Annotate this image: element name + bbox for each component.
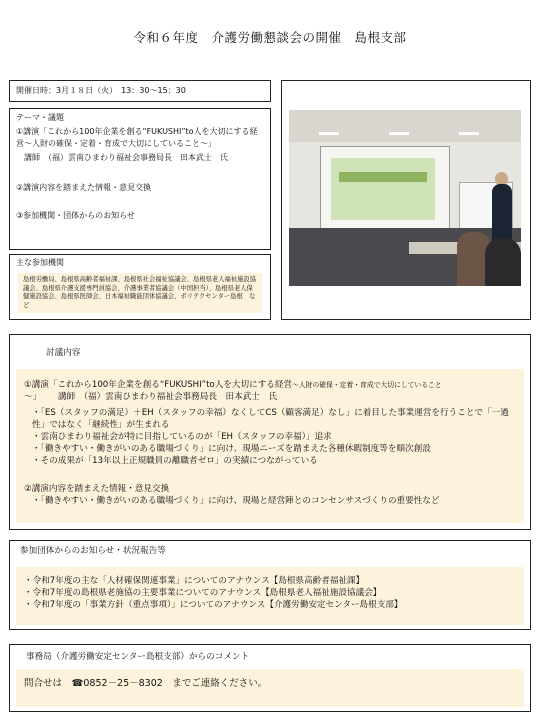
notices-box	[9, 540, 531, 630]
theme-speaker: 講師 （福）雲南ひまわり福祉会事務局長 田本武士 氏	[24, 153, 228, 162]
event-date: 開催日時：3月１８日（火） 13：30〜15：30	[16, 86, 186, 95]
discussion-lecture: ①講演「これから100年企業を創る“FUKUSHI”to人を大切にする経営	[24, 380, 293, 390]
notice-item: ・令和7年度の「事業方針（重点事項）」についてのアナウンス【介護労働安定センター島根支部】	[24, 600, 403, 610]
discussion-box	[9, 334, 531, 530]
participants-box	[9, 254, 271, 320]
theme-heading: テーマ・議題	[16, 113, 64, 122]
discussion-lecture-end: 〜」	[24, 392, 42, 402]
office-box	[9, 644, 531, 712]
page-title: 令和６年度 介護労働懇談会の開催 島根支部	[133, 30, 407, 45]
contact-prefix: 問合せは	[24, 678, 72, 689]
theme-box	[9, 108, 271, 250]
discussion-point-leave: ・「働きやすい・働きがいのある職場づくり」に向け、現場ニーズを踏まえた各種休暇制度等を順次創設	[32, 444, 431, 454]
date-box	[9, 80, 271, 102]
participants-list: 島根労働局、島根県高齢者福祉課、島根県社会福祉協議会、島根県老人福祉施設協議会、島根県介護支援専門員協会、介護事業者協議会（中国担当）、島根県老人保健施設協会、島根県医師会、日本福祉職能団体協議会、ポリテクセンター島根 など	[18, 273, 262, 313]
phone-icon: ☎	[71, 678, 84, 689]
discussion-point-result: ・その成果が「13年以上正規職員の離職者ゼロ」の実績につながっている	[32, 456, 318, 466]
discussion-point-es: ・「ES（スタッフの満足）＋EH（スタッフの幸福）なくしてCS（顧客満足）なし」に着目した事業運営を行うことで「一過性」ではなく「継続性」が生まれる	[32, 408, 509, 430]
discussion-lecture-subtitle: 〜人財の確保・定着・育成で大切にしていること	[292, 381, 442, 389]
notice-item: ・令和7年度の主な「人材確保関連事業」についてのアナウンス【島根県高齢者福祉課】	[24, 576, 365, 586]
contact-phone: 0852－25－8302 までご連絡ください。	[83, 678, 268, 689]
theme-item-notices: ③参加機関・団体からのお知らせ	[16, 211, 135, 220]
notices-content	[16, 567, 524, 625]
discussion-point-eh: ・雲南ひまわり福祉会が特に目指しているのが「EH（スタッフの幸福）」追求	[32, 432, 332, 442]
event-photo	[289, 110, 521, 286]
notice-item: ・令和7年度の島根県老施協の主要事業についてのアナウンス【島根県老人福祉施設協議会】	[24, 588, 382, 598]
discussion-speaker: 講師 （福）雲南ひまわり福祉会事務局長 田本武士 氏	[57, 392, 278, 402]
office-heading: 事務局（介護労働安定センター島根支部）からのコメント	[26, 652, 250, 662]
participants-heading: 主な参加機関	[16, 258, 64, 267]
theme-item-lecture: ①講演「これから100年企業を創る“FUKUSHI”to人を大切にする経営〜人財の確保・定着・育成で大切にしていること〜」	[16, 127, 258, 148]
discussion-content	[16, 369, 524, 523]
theme-item-exchange: ②講演内容を踏まえた情報・意見交換	[16, 183, 152, 192]
discussion-exchange: ②講演内容を踏まえた情報・意見交換	[24, 484, 170, 494]
discussion-exchange-point: ・「働きやすい・働きがいのある職場づくり」に向け、現場と経営陣とのコンセンサスづくりの重要性など	[32, 496, 440, 506]
notices-heading: 参加団体からのお知らせ・状況報告等	[20, 546, 166, 556]
discussion-heading: 討議内容	[46, 348, 81, 358]
office-content	[16, 669, 524, 707]
